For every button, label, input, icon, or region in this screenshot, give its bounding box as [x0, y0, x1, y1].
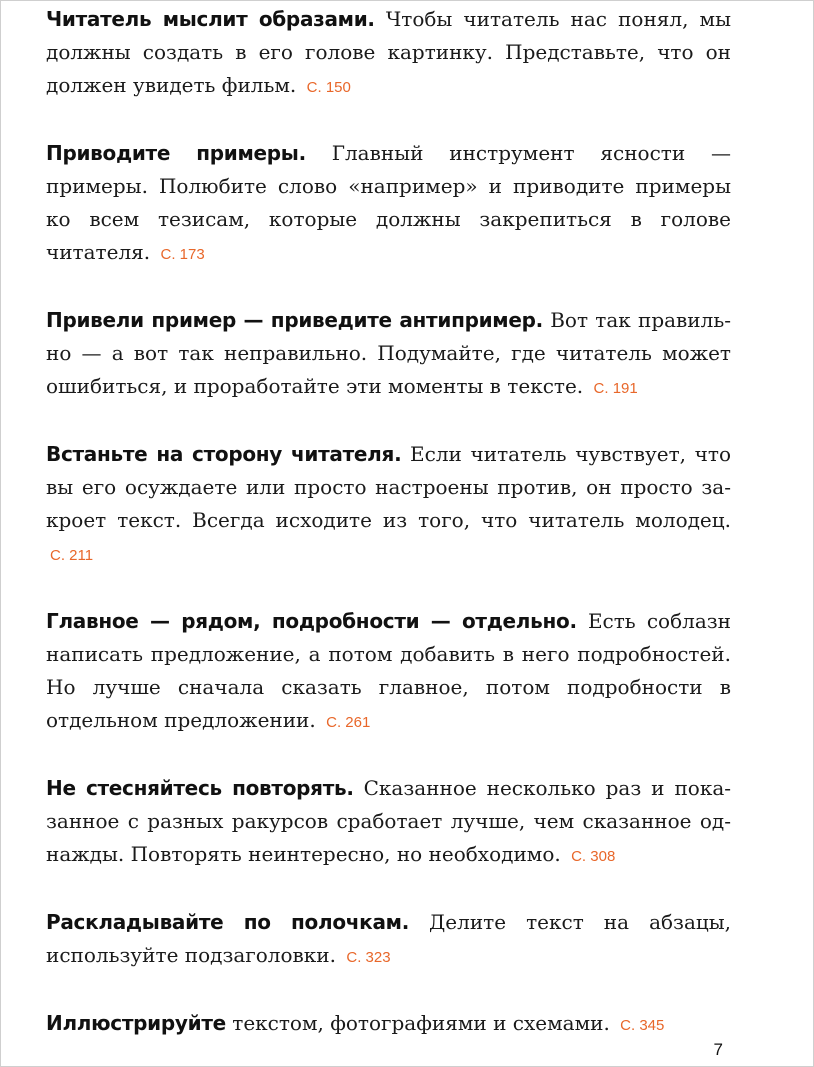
item-lead: Главное — рядом, подробности — отдельно. — [46, 609, 577, 633]
item-text: Делите текст на абзацы, используйте подзаголовки. — [46, 910, 732, 967]
page-reference[interactable]: С. 173 — [160, 246, 205, 263]
item-lead: Читатель мыслит образами. — [46, 7, 375, 31]
page-reference[interactable]: С. 191 — [593, 380, 638, 397]
page-reference[interactable]: С. 150 — [306, 79, 351, 96]
page-reference[interactable]: С. 261 — [326, 714, 371, 731]
item-text: Сказанное несколько раз и показанное с разных ракурсов сработает лучше, чем сказанное однажды. Повторять неинтересно, но необходимо. — [46, 776, 732, 866]
page-number: 7 — [713, 1040, 723, 1059]
summary-item — [46, 605, 731, 739]
summary-item — [46, 1007, 731, 1042]
item-lead: Иллюстрируйте — [46, 1011, 226, 1035]
page-reference[interactable]: С. 308 — [571, 848, 616, 865]
summary-list — [46, 3, 731, 1067]
item-text: Если читатель чувствует, что вы его осуждаете или просто настроены против, он просто закроет текст. Всегда исходите из того, что читатель молодец. — [46, 442, 731, 532]
page-reference[interactable]: С. 323 — [346, 949, 391, 966]
summary-item — [46, 3, 731, 104]
item-text: текстом, фотографиями и схемами. — [232, 1011, 610, 1035]
summary-item — [46, 304, 731, 405]
item-lead: Встаньте на сторону читателя. — [46, 442, 402, 466]
item-lead: Приводите примеры. — [46, 141, 306, 165]
item-lead: Не стесняйтесь повторять. — [46, 776, 354, 800]
summary-item — [46, 438, 731, 572]
summary-item — [46, 137, 731, 271]
item-lead: Раскладывайте по полочкам. — [46, 910, 410, 934]
summary-item — [46, 772, 731, 873]
summary-item — [46, 906, 731, 974]
item-text: Чтобы читатель нас понял, мы должны создать в его голове картинку. Представьте, что он должен увидеть фильм. — [46, 7, 732, 97]
page-reference[interactable]: С. 211 — [50, 547, 94, 564]
page-reference[interactable]: С. 345 — [620, 1017, 665, 1034]
item-text: Вот так правильно — а вот так неправильно. Подумайте, где читатель может ошибиться, и проработайте эти моменты в тексте. — [46, 308, 732, 398]
item-lead: Привели пример — приведите антипример. — [46, 308, 543, 332]
item-text: Есть соблазн написать предложение, а потом добавить в него подробностей. Но лучше сначала сказать главное, потом подробности в отдельном предложении. — [46, 609, 732, 732]
item-text: Главный инструмент ясности — примеры. Полюбите слово «например» и приводите примеры ко всем тезисам, которые должны закрепиться в голове читателя. — [46, 141, 731, 264]
